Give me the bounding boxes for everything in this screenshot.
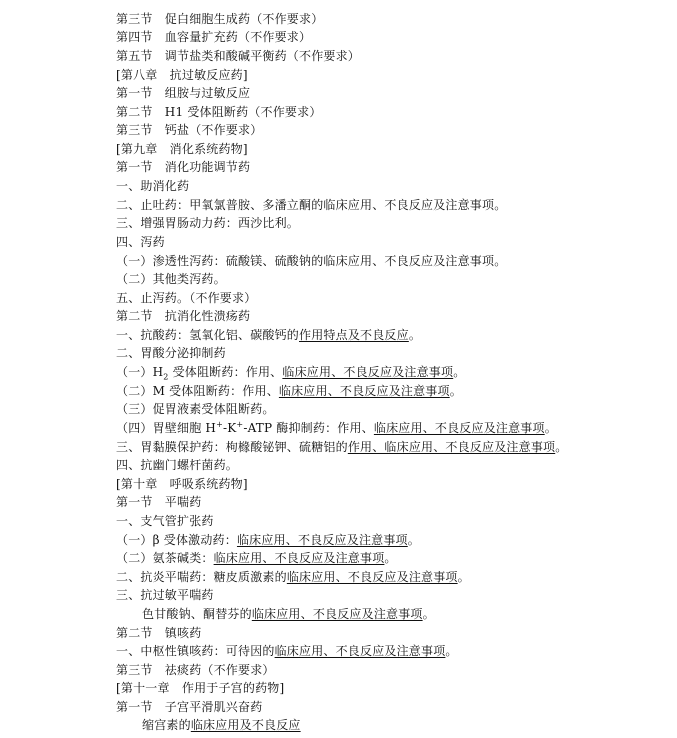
text-line: [116, 363, 465, 381]
line-text: 缩宫素的: [142, 718, 191, 732]
text-line: [116, 214, 299, 232]
superscript: +: [216, 420, 223, 429]
underlined-text: 临床应用、不良反应及注意事项: [282, 365, 454, 379]
text-line: [116, 233, 165, 251]
line-text: 。: [449, 384, 462, 398]
subscript: 2: [163, 372, 169, 382]
line-text: 受体阻断药：作用、: [168, 365, 283, 379]
line-text: 。: [453, 365, 466, 379]
line-text: [第九章 消化系统药物]: [116, 142, 248, 156]
line-text: 第三节 祛痰药（不作要求）: [116, 663, 275, 677]
text-line: [116, 289, 256, 307]
text-line: [116, 419, 557, 437]
text-line: [116, 270, 226, 288]
line-text: 。: [422, 607, 435, 621]
text-line: [116, 196, 506, 214]
text-line: [116, 326, 421, 344]
text-line: [116, 103, 322, 121]
text-line: [116, 642, 458, 660]
text-line: [116, 624, 201, 642]
line-text: （二）M 受体阻断药：作用、: [116, 384, 279, 398]
line-text: [第十章 呼吸系统药物]: [116, 477, 248, 491]
line-text: -ATP 酶抑制药：作用、: [243, 421, 374, 435]
line-text: 一、中枢性镇咳药：可待因的: [116, 644, 275, 658]
text-line: [116, 438, 567, 456]
underlined-text: 临床应用、不良反应及注意事项: [213, 551, 385, 565]
text-line: [142, 605, 435, 623]
line-text: 。: [407, 533, 420, 547]
line-text: 。: [544, 421, 557, 435]
underlined-text: 临床应用、不良反应及注意事项: [236, 533, 408, 547]
text-line: [116, 177, 189, 195]
text-line: [116, 549, 397, 567]
line-text: （一）渗透性泻药：硫酸镁、硫酸钠的临床应用、不良反应及注意事项。: [116, 254, 507, 268]
text-line: [116, 679, 284, 697]
underlined-text: 临床应用、不良反应及注意事项: [274, 644, 446, 658]
text-line: [116, 84, 250, 102]
text-line: [116, 47, 360, 65]
text-line: [142, 716, 301, 734]
text-line: [116, 382, 462, 400]
line-text: 三、增强胃肠动力药：西沙比利。: [116, 216, 300, 230]
text-line: [116, 121, 262, 139]
underlined-text: 临床应用、不良反应及注意事项: [251, 607, 423, 621]
line-text: （二）其他类泻药。: [116, 272, 226, 286]
text-line: [116, 400, 275, 418]
line-text: 四、泻药: [116, 235, 165, 249]
line-text: 。: [384, 551, 397, 565]
line-text: 二、止吐药：甲氧氯普胺、多潘立酮的临床应用、不良反应及注意事项。: [116, 198, 507, 212]
line-text: 第一节 平喘药: [116, 495, 202, 509]
underlined-text: 临床应用及不良反应: [190, 718, 301, 732]
line-text: 一、助消化药: [116, 179, 190, 193]
text-line: [116, 512, 214, 530]
line-text: 第三节 促白细胞生成药（不作要求）: [116, 12, 324, 26]
text-line: [116, 456, 238, 474]
underlined-text: 作用特点及不良反应: [299, 328, 409, 342]
text-line: [116, 698, 262, 716]
underlined-text: 临床应用、不良反应及注意事项: [373, 421, 545, 435]
text-line: [116, 66, 248, 84]
line-text: 一、抗酸药：氢氧化铝、碳酸钙的: [116, 328, 300, 342]
text-line: [116, 140, 248, 158]
line-text: [第八章 抗过敏反应药]: [116, 68, 248, 82]
line-text: 第一节 子宫平滑肌兴奋药: [116, 700, 263, 714]
text-line: [116, 307, 250, 325]
line-text: 三、抗过敏平喘药: [116, 588, 214, 602]
superscript: +: [236, 420, 244, 429]
line-text: （一）H: [116, 365, 164, 379]
text-line: [116, 661, 275, 679]
line-text: 一、支气管扩张药: [116, 514, 214, 528]
line-text: （二）氨茶碱类：: [116, 551, 214, 565]
line-text: 第一节 组胺与过敏反应: [116, 86, 251, 100]
text-line: [116, 252, 506, 270]
text-line: [116, 493, 201, 511]
line-text: （三）促胃液素受体阻断药。: [116, 402, 275, 416]
underlined-text: 临床应用、不良反应及注意事项: [278, 384, 450, 398]
text-line: [116, 475, 248, 493]
line-text: （一）β 受体激动药：: [116, 533, 237, 547]
line-text: 。: [445, 644, 458, 658]
line-text: 。: [457, 570, 470, 584]
line-text: 四、抗幽门螺杆菌药。: [116, 458, 239, 472]
underlined-text: 临床应用、不良反应及注意事项: [286, 570, 458, 584]
line-text: 第二节 H1 受体阻断药（不作要求）: [116, 105, 322, 119]
text-line: [116, 531, 420, 549]
text-line: [116, 344, 226, 362]
line-text: 第一节 消化功能调节药: [116, 160, 251, 174]
text-line: [116, 568, 470, 586]
line-text: 第三节 钙盐（不作要求）: [116, 123, 263, 137]
line-text: 二、抗炎平喘药：糖皮质激素的: [116, 570, 287, 584]
line-text: 五、止泻药。（不作要求）: [116, 291, 257, 305]
text-line: [116, 28, 311, 46]
line-text: 二、胃酸分泌抑制药: [116, 346, 226, 360]
line-text: 三、胃黏膜保护药：枸橼酸铋钾、硫糖铝的: [116, 440, 348, 454]
line-text: 色甘酸钠、酮替芬的: [142, 607, 252, 621]
line-text: 第五节 调节盐类和酸碱平衡药（不作要求）: [116, 49, 361, 63]
line-text: [第十一章 作用于子宫的药物]: [116, 681, 285, 695]
line-text: -K: [223, 421, 237, 435]
line-text: （四）胃壁细胞 H: [116, 421, 217, 435]
line-text: 第二节 抗消化性溃疡药: [116, 309, 251, 323]
underlined-text: 作用、临床应用、不良反应及注意事项: [347, 440, 556, 454]
line-text: 第四节 血容量扩充药（不作要求）: [116, 30, 312, 44]
line-text: 。: [555, 440, 568, 454]
text-line: [116, 586, 214, 604]
line-text: 第二节 镇咳药: [116, 626, 202, 640]
text-line: [116, 158, 250, 176]
text-line: [116, 10, 323, 28]
line-text: 。: [408, 328, 422, 342]
